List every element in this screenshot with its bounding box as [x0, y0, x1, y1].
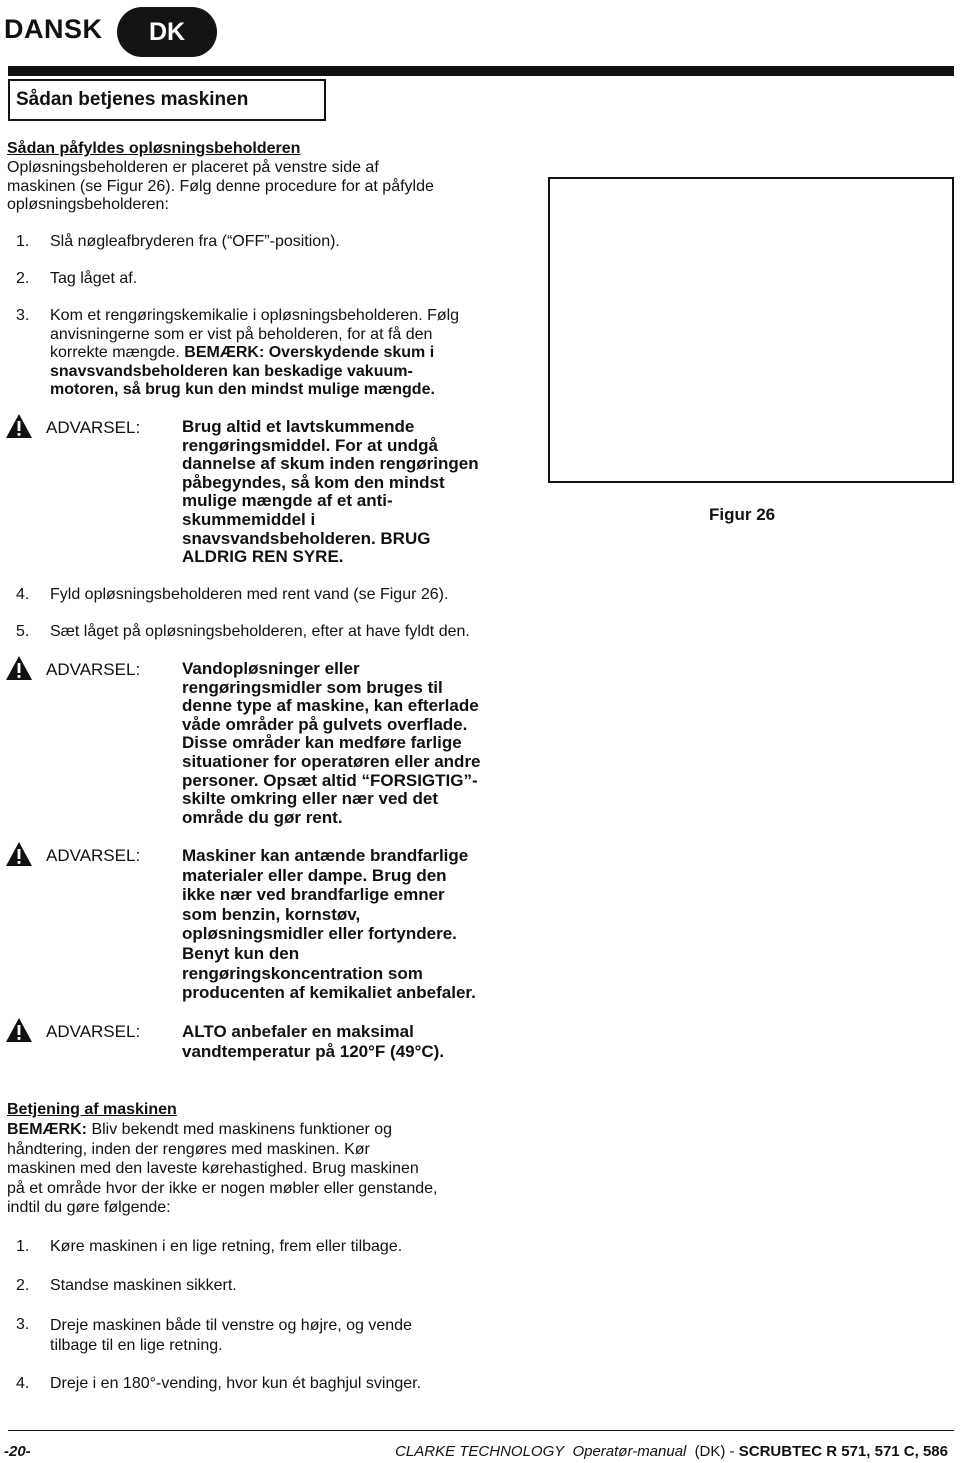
step-text: [50, 307, 459, 400]
warning-line: skummemiddel i: [182, 509, 316, 529]
warning-text: [182, 1022, 444, 1062]
warning-triangle-icon: [5, 1017, 33, 1043]
step-number: 3.: [16, 307, 30, 324]
operate-subheading: Betjening af maskinen: [7, 1101, 177, 1118]
page-number: -20-: [4, 1443, 31, 1460]
warning-line: ALTO anbefaler en maksimal: [182, 1022, 414, 1041]
warning-line: Vandopløsninger eller: [182, 659, 360, 678]
note-line: på et område hvor der ikke er nogen møbler eller genstande,: [7, 1179, 438, 1197]
step-line-bold: snavsvandsbeholderen kan beskadige vakuum-: [50, 362, 413, 380]
warning-label: ADVARSEL:: [46, 418, 141, 437]
warning-text: [182, 418, 479, 567]
footer-model: SCRUBTEC R 571, 571 C, 586: [738, 1443, 948, 1460]
operate-note: [7, 1120, 437, 1218]
step-number: 5.: [16, 623, 30, 640]
step-number: 4.: [16, 1375, 30, 1392]
warning-line: rengøringskoncentration som: [182, 963, 423, 983]
step-line: [50, 344, 459, 363]
intro-line: opløsningsbeholderen:: [7, 196, 169, 213]
step-number: 1.: [16, 233, 30, 250]
header-rule: [8, 66, 954, 76]
note-line: indtil du gøre følgende:: [7, 1199, 171, 1217]
section-title: Sådan betjenes maskinen: [8, 79, 326, 121]
step-text: Køre maskinen i en lige retning, frem eller tilbage.: [50, 1238, 403, 1255]
language-label: DANSK: [4, 14, 103, 44]
warning-line: mulige mængde af et anti-: [182, 491, 393, 511]
warning-line: ikke nær ved brandfarlige emner: [182, 885, 445, 905]
warning-line: situationer for operatøren eller andre: [182, 751, 481, 771]
warning-line: dannelse af skum inden rengøringen: [182, 454, 479, 474]
warning-line: Maskiner kan antænde brandfarlige: [182, 846, 469, 865]
warning-line: som benzin, kornstøv,: [182, 904, 361, 924]
note-line: maskinen med den laveste kørehastighed. Brug maskinen: [7, 1160, 419, 1178]
warning-line: Brug altid et lavtskummende: [182, 417, 415, 436]
step-text: Slå nøgleafbryderen fra (“OFF”-position).: [50, 233, 340, 250]
warning-line: påbegyndes, så kom den mindst: [182, 472, 445, 492]
step-number: 4.: [16, 586, 30, 603]
step-text: Tag låget af.: [50, 270, 138, 287]
note-line: [7, 1120, 437, 1140]
intro-line: Opløsningsbeholderen er placeret på venstre side af: [7, 159, 379, 176]
step-text: [50, 1316, 412, 1356]
footer-title: [395, 1443, 948, 1460]
warning-line: ALDRIG REN SYRE.: [182, 547, 344, 567]
warning-line: opløsningsmidler eller fortyndere.: [182, 924, 457, 944]
warning-text: [182, 660, 481, 827]
note-label: BEMÆRK:: [7, 1121, 87, 1138]
warning-line: vandtemperatur på 120°F (49°C).: [182, 1042, 445, 1061]
fill-subheading: Sådan påfyldes opløsningsbeholderen: [7, 140, 301, 157]
step-text: Sæt låget på opløsningsbeholderen, efter at have fyldt den.: [50, 623, 470, 640]
note-line: håndtering, inden der rengøres med maskinen. Kør: [7, 1140, 370, 1158]
warning-triangle-icon: [5, 841, 33, 867]
warning-label: ADVARSEL:: [46, 1022, 141, 1041]
step-number: 2.: [16, 1277, 30, 1294]
step-text: Fyld opløsningsbeholderen med rent vand (se Figur 26).: [50, 586, 449, 603]
figure-caption: Figur 26: [709, 505, 776, 524]
step-number: 3.: [16, 1316, 30, 1333]
warning-label: ADVARSEL:: [46, 846, 141, 865]
intro-line: maskinen (se Figur 26). Følg denne procedure for at påfylde: [7, 177, 434, 195]
warning-line: rengøringsmiddel. For at undgå: [182, 435, 438, 455]
warning-line: snavsvandsbeholderen. BRUG: [182, 528, 431, 548]
note-inline: BEMÆRK: Overskydende skum i: [184, 344, 435, 361]
step-line: Kom et rengøringskemikalie i opløsningsbeholderen. Følg: [50, 307, 460, 324]
warning-line: våde områder på gulvets overflade.: [182, 714, 468, 734]
footer-brand: CLARKE TECHNOLOGY: [395, 1443, 565, 1460]
footer-lang: (DK) -: [694, 1443, 735, 1460]
step-text: Standse maskinen sikkert.: [50, 1277, 237, 1294]
note-text: Bliv bekendt med maskinens funktioner og: [87, 1121, 393, 1138]
figure-26-image: [548, 177, 954, 483]
language-code: DK: [148, 17, 186, 46]
step-number: 1.: [16, 1238, 30, 1255]
step-line: tilbage til en lige retning.: [50, 1337, 223, 1354]
warning-line: område du gør rent.: [182, 807, 343, 827]
footer-doc: Operatør-manual: [572, 1443, 687, 1460]
fill-intro: [7, 159, 434, 215]
warning-line: skilte omkring eller nær ved det: [182, 789, 439, 809]
step-line-bold: motoren, så brug kun den mindst mulige mængde.: [50, 381, 435, 398]
step-line: Dreje maskinen både til venstre og højre, og vende: [50, 1317, 412, 1334]
warning-line: rengøringsmidler som bruges til: [182, 677, 443, 697]
warning-line: producenten af kemikaliet anbefaler.: [182, 983, 476, 1003]
warning-line: personer. Opsæt altid “FORSIGTIG”-: [182, 770, 478, 790]
warning-triangle-icon: [5, 413, 33, 439]
step-line: anvisningerne som er vist på beholderen, for at få den: [50, 325, 433, 343]
warning-triangle-icon: [5, 655, 33, 681]
warning-label: ADVARSEL:: [46, 660, 141, 679]
footer-rule: [8, 1430, 954, 1431]
warning-line: denne type af maskine, kan efterlade: [182, 696, 479, 716]
step-text: Dreje i en 180°-vending, hvor kun ét baghjul svinger.: [50, 1375, 422, 1392]
language-code-badge: [117, 7, 217, 57]
warning-text: [182, 846, 476, 1003]
warning-line: Benyt kun den: [182, 943, 300, 963]
step-line-plain: korrekte mængde.: [50, 344, 180, 361]
warning-line: materialer eller dampe. Brug den: [182, 865, 447, 885]
step-number: 2.: [16, 270, 30, 287]
warning-line: Disse områder kan medføre farlige: [182, 733, 462, 753]
